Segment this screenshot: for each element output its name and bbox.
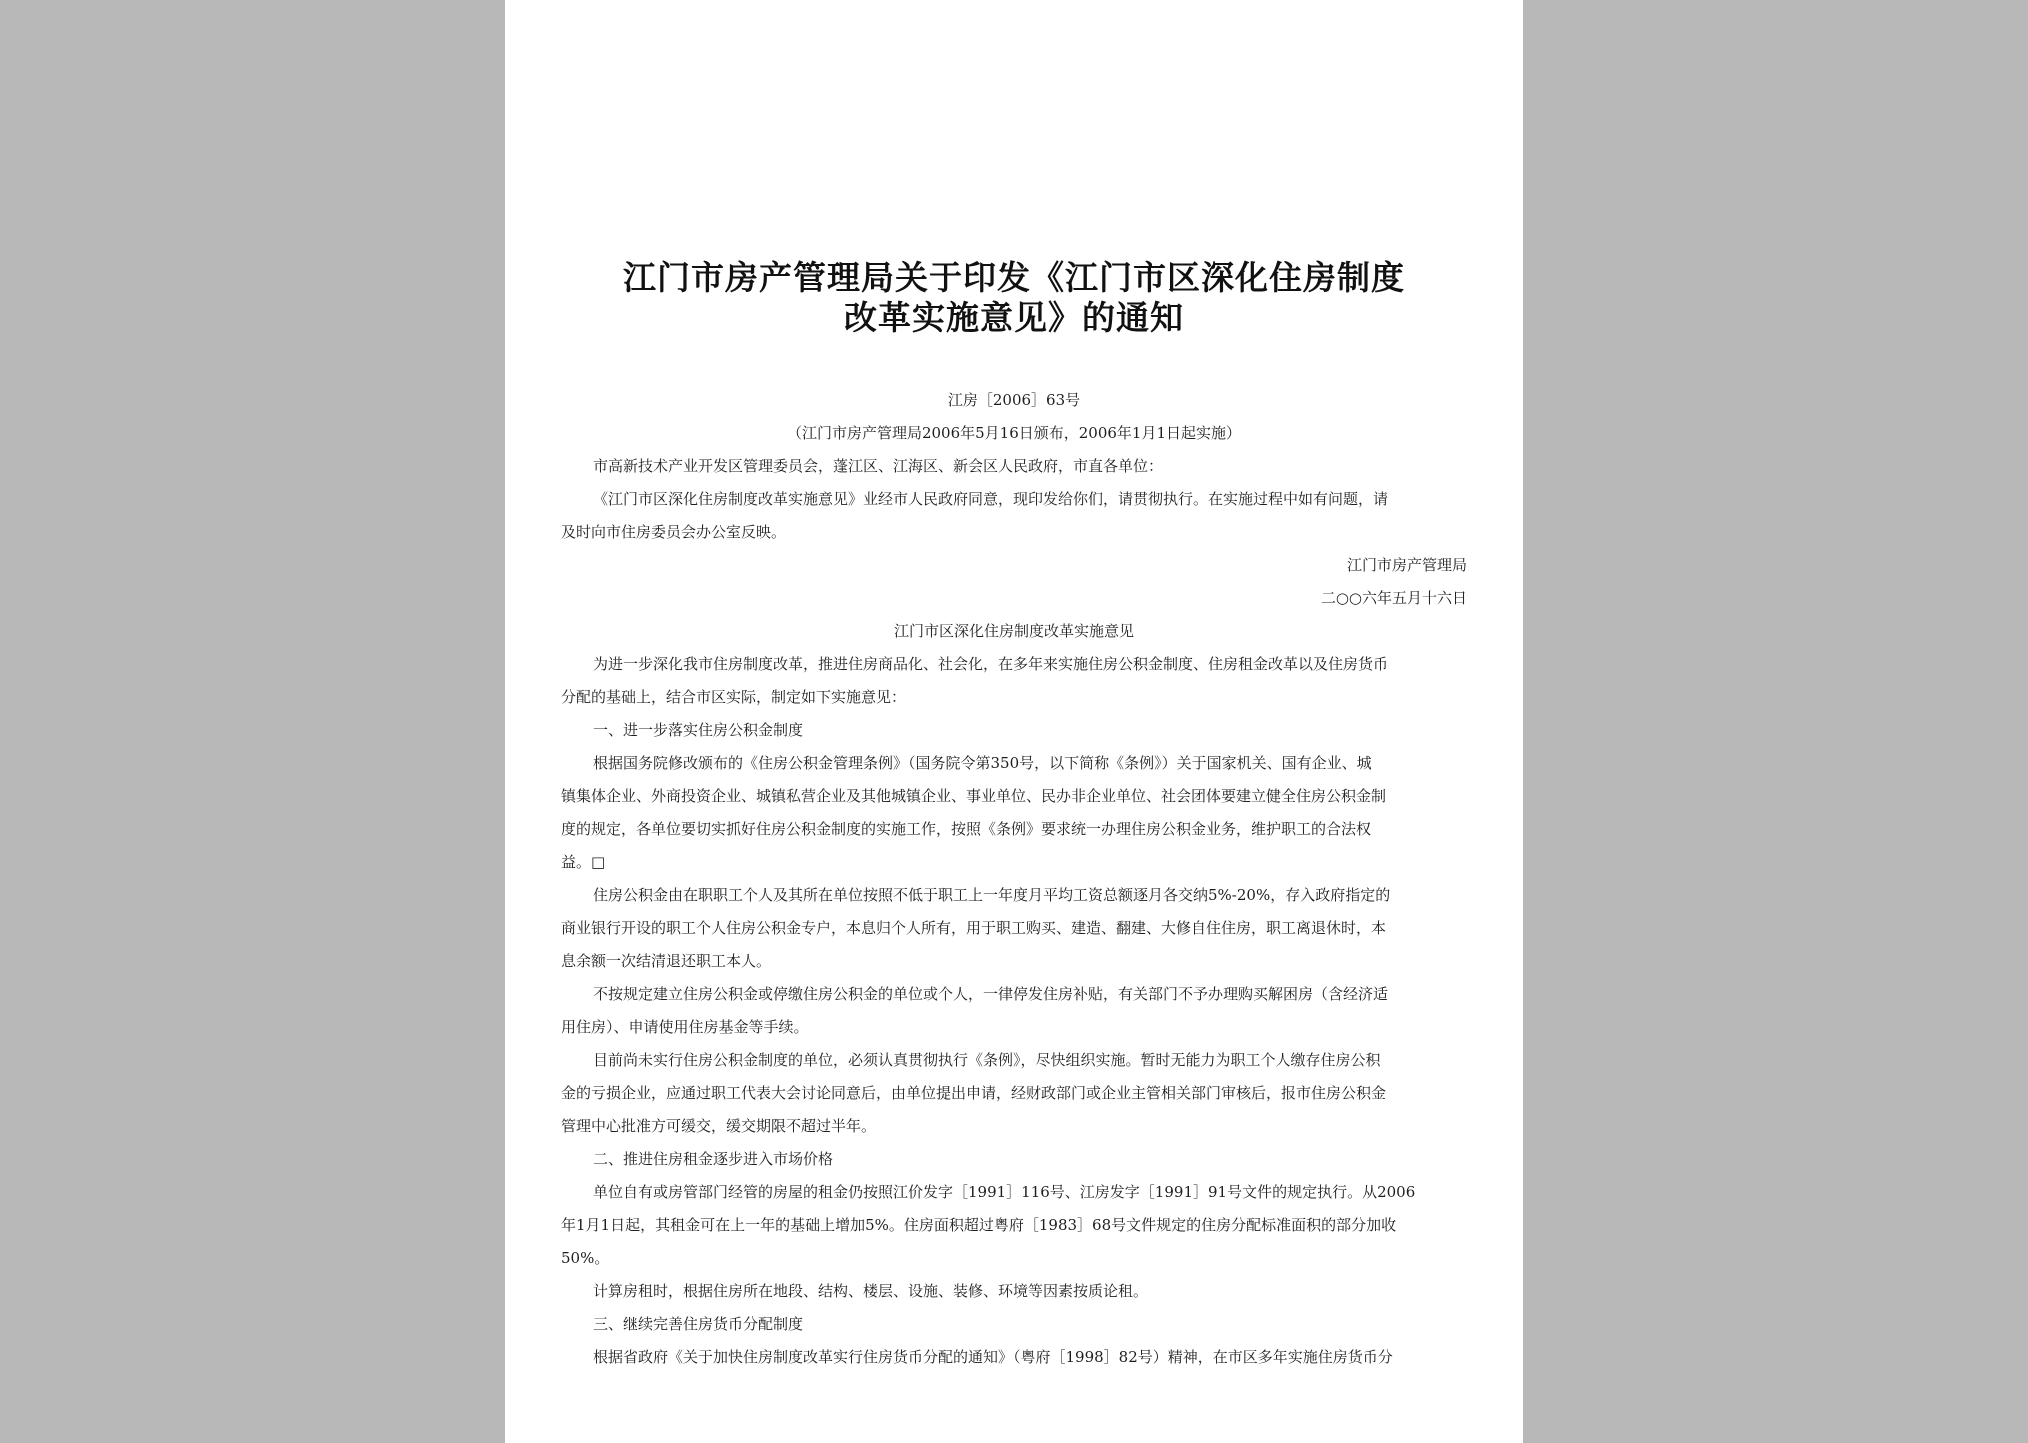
paragraph-line: 用住房）、申请使用住房基金等手续。	[561, 1018, 809, 1036]
document-title	[505, 258, 1523, 338]
paragraph-line: 年1月1日起，其租金可在上一年的基础上增加5%。住房面积超过粤府［1983］68号文件规定的住房分配标准面积的部分加收	[561, 1216, 1397, 1234]
title-line-2: 改革实施意见》的通知	[844, 298, 1184, 337]
signature-date: 二○○六年五月十六日	[1320, 589, 1467, 607]
title-line-1: 江门市房产管理局关于印发《江门市区深化住房制度	[623, 258, 1405, 297]
notice-line: 及时向市住房委员会办公室反映。	[561, 523, 787, 541]
issue-info: （江门市房产管理局2006年5月16日颁布，2006年1月1日起实施）	[786, 424, 1242, 442]
doc-number: 江房［2006］63号	[947, 391, 1081, 409]
paragraph-line: 度的规定，各单位要切实抓好住房公积金制度的实施工作，按照《条例》要求统一办理住房公积金业务，维护职工的合法权	[561, 820, 1372, 838]
subtitle: 江门市区深化住房制度改革实施意见	[893, 622, 1134, 640]
document-page	[505, 0, 1523, 1443]
paragraph-line: 不按规定建立住房公积金或停缴住房公积金的单位或个人，一律停发住房补贴，有关部门不予办理购买解困房（含经济适	[593, 985, 1389, 1003]
paragraph-line: 金的亏损企业，应通过职工代表大会讨论同意后，由单位提出申请，经财政部门或企业主管相关部门审核后，报市住房公积金	[561, 1084, 1387, 1102]
paragraph-line: 益。□	[561, 853, 606, 871]
section-heading: 二、推进住房租金逐步进入市场价格	[593, 1150, 834, 1168]
document-body	[561, 384, 1467, 1374]
paragraph-line: 镇集体企业、外商投资企业、城镇私营企业及其他城镇企业、事业单位、民办非企业单位、社会团体要建立健全住房公积金制	[561, 787, 1387, 805]
section-heading: 三、继续完善住房货币分配制度	[593, 1315, 804, 1333]
paragraph-line: 计算房租时，根据住房所在地段、结构、楼层、设施、装修、环境等因素按质论租。	[593, 1282, 1149, 1300]
paragraph-line: 管理中心批准方可缓交，缓交期限不超过半年。	[561, 1117, 877, 1135]
paragraph-line: 50%。	[561, 1249, 610, 1267]
section-heading: 一、进一步落实住房公积金制度	[593, 721, 804, 739]
intro-line: 分配的基础上，结合市区实际，制定如下实施意见：	[561, 688, 907, 706]
paragraph-line: 住房公积金由在职职工个人及其所在单位按照不低于职工上一年度月平均工资总额逐月各交纳5%-20%，存入政府指定的	[593, 886, 1391, 904]
paragraph-line: 商业银行开设的职工个人住房公积金专户，本息归个人所有，用于职工购买、建造、翻建、大修自住住房，职工离退休时，本	[561, 919, 1387, 937]
notice-line: 《江门市区深化住房制度改革实施意见》业经市人民政府同意，现印发给你们，请贯彻执行。在实施过程中如有问题，请	[593, 490, 1389, 508]
paragraph-line: 息余额一次结清退还职工本人。	[561, 952, 772, 970]
paragraph-line: 单位自有或房管部门经管的房屋的租金仍按照江价发字［1991］116号、江房发字［1991］91号文件的规定执行。从2006	[593, 1183, 1416, 1201]
addressee: 市高新技术产业开发区管理委员会，蓬江区、江海区、新会区人民政府，市直各单位：	[593, 457, 1164, 475]
paragraph-line: 目前尚未实行住房公积金制度的单位，必须认真贯彻执行《条例》，尽快组织实施。暂时无能力为职工个人缴存住房公积	[593, 1051, 1381, 1069]
paragraph-line: 根据省政府《关于加快住房制度改革实行住房货币分配的通知》（粤府［1998］82号）精神，在市区多年实施住房货币分	[593, 1348, 1393, 1366]
intro-line: 为进一步深化我市住房制度改革，推进住房商品化、社会化，在多年来实施住房公积金制度、住房租金改革以及住房货币	[593, 655, 1389, 673]
signature-org: 江门市房产管理局	[1346, 556, 1467, 574]
paragraph-line: 根据国务院修改颁布的《住房公积金管理条例》（国务院令第350号，以下简称《条例》）关于国家机关、国有企业、城	[593, 754, 1372, 772]
